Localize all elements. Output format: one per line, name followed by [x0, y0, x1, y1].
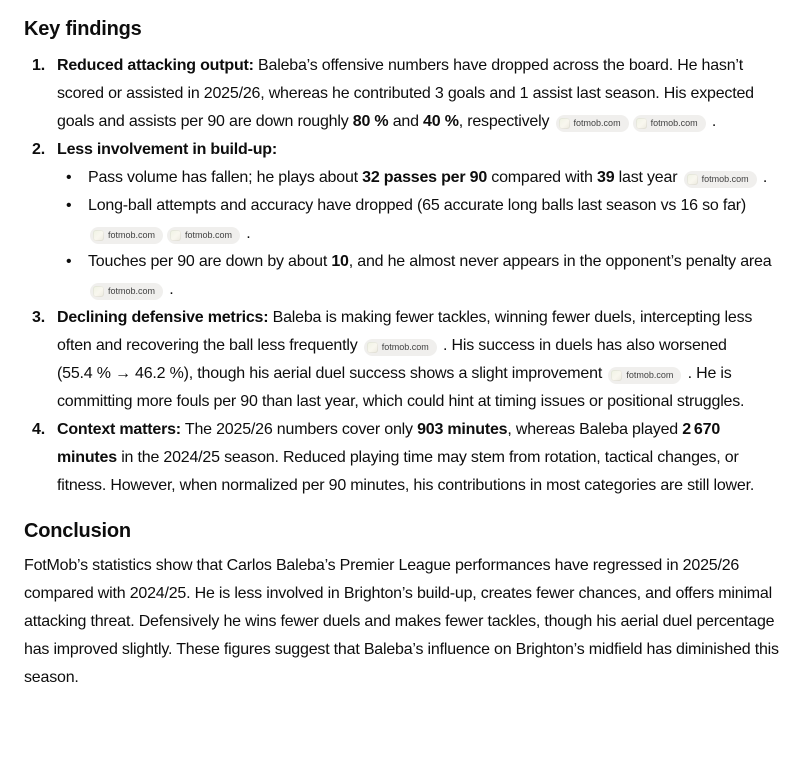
fotmob-favicon-icon	[611, 370, 622, 381]
key-findings-heading: Key findings	[24, 18, 142, 40]
list-number: 2.	[32, 141, 45, 158]
bold-text: 32 passes per 90	[362, 169, 488, 186]
sub-bullet-text: Pass volume has fallen; he plays about 32 passes per 90 compared with 39 last year fotmob.com .	[88, 169, 768, 186]
list-number: 3.	[32, 309, 45, 326]
key-finding-item	[24, 136, 784, 304]
key-finding-item	[24, 416, 784, 500]
citation-pill[interactable]	[684, 171, 757, 188]
key-finding-text	[57, 136, 784, 304]
sub-bullet-item	[57, 164, 784, 192]
conclusion-heading: Conclusion	[24, 520, 131, 542]
citation-pill[interactable]	[167, 227, 240, 244]
sub-bullet-item	[57, 248, 784, 304]
bold-text: 2 670 minutes	[57, 421, 721, 466]
citation-pill[interactable]	[556, 115, 629, 132]
bold-text: 903 minutes	[417, 421, 508, 438]
bold-text: 40 %	[423, 113, 459, 130]
bullet-marker: •	[66, 253, 72, 270]
citation-pill[interactable]	[364, 339, 437, 356]
fotmob-favicon-icon	[687, 174, 698, 185]
key-finding-item	[24, 52, 784, 136]
fotmob-favicon-icon	[559, 118, 570, 129]
list-number: 1.	[32, 57, 45, 74]
key-finding-text: Context matters: The 2025/26 numbers cover only 903 minutes, whereas Baleba played 2 670 minutes in the 2024/25 season. Reduced playing time may stem from rotation, tactical changes, or fitness. However, when normalized per 90 minutes, his contributions in most categories are still lower.	[57, 421, 755, 494]
bold-text: 39	[597, 169, 615, 186]
fotmob-favicon-icon	[170, 230, 181, 241]
key-findings-list	[24, 52, 784, 500]
sub-bullet-text: Long-ball attempts and accuracy have dropped (65 accurate long balls last season vs 16 so far) fotmob.com fotmob.com .	[88, 197, 747, 242]
sub-bullet-text: Touches per 90 are down by about 10, and he almost never appears in the opponent’s penalty area fotmob.com .	[88, 253, 772, 298]
conclusion-paragraph: FotMob’s statistics show that Carlos Baleba’s Premier League performances have regressed in 2025/26 compared with 2024/25. He is less involved in Brighton’s build-up, creates fewer chances, and offers minimal attacking threat. Defensively he wins fewer duels and makes fewer tackles, though his aerial duel percentage has improved slightly. These figures suggest that Baleba’s influence on Brighton’s midfield has diminished this season.	[24, 557, 779, 686]
citation-label: fotmob.com	[573, 118, 621, 128]
sub-bullet-item	[57, 192, 784, 248]
citation-pill[interactable]	[90, 227, 163, 244]
citation-pill[interactable]	[633, 115, 706, 132]
fotmob-favicon-icon	[93, 230, 104, 241]
fotmob-favicon-icon	[636, 118, 647, 129]
key-finding-item	[24, 304, 784, 416]
key-finding-text: Reduced attacking output: Baleba’s offensive numbers have dropped across the board. He hasn’t scored or assisted in 2025/26, whereas he contributed 3 goals and 1 assist last season. His expected goals and assists per 90 are down roughly 80 % and 40 %, respectively fotmob.com fotmob.com .	[57, 57, 754, 130]
citation-label: fotmob.com	[381, 342, 429, 352]
fotmob-favicon-icon	[93, 286, 104, 297]
citation-pill[interactable]	[90, 283, 163, 300]
citation-label: fotmob.com	[701, 174, 749, 184]
sub-bullet-list	[57, 164, 784, 304]
bullet-marker: •	[66, 197, 72, 214]
list-number: 4.	[32, 421, 45, 438]
bold-text: 80 %	[352, 113, 389, 130]
bold-text: Reduced attacking output:	[57, 57, 254, 74]
citation-pill[interactable]	[608, 367, 681, 384]
citation-label: fotmob.com	[626, 370, 674, 380]
key-finding-text: Declining defensive metrics: Baleba is making fewer tackles, winning fewer duels, intercepting less often and recovering the ball less frequently fotmob.com . His success in duels has also worsened (55.4 % → 46.2 %), though his aerial duel success shows a slight improvement fotmob.com . He is committing more fouls per 90 than last year, which could hint at timing issues or positional struggles.	[57, 309, 753, 410]
bold-text: Declining defensive metrics:	[57, 309, 269, 326]
citation-label: fotmob.com	[185, 230, 233, 240]
bold-text: Less involvement in build-up:	[57, 141, 277, 158]
citation-label: fotmob.com	[108, 286, 156, 296]
citation-label: fotmob.com	[650, 118, 698, 128]
bullet-marker: •	[66, 169, 72, 186]
citation-label: fotmob.com	[108, 230, 156, 240]
bold-text: 10	[331, 253, 349, 270]
fotmob-favicon-icon	[367, 342, 378, 353]
bold-text: Context matters:	[57, 421, 181, 438]
